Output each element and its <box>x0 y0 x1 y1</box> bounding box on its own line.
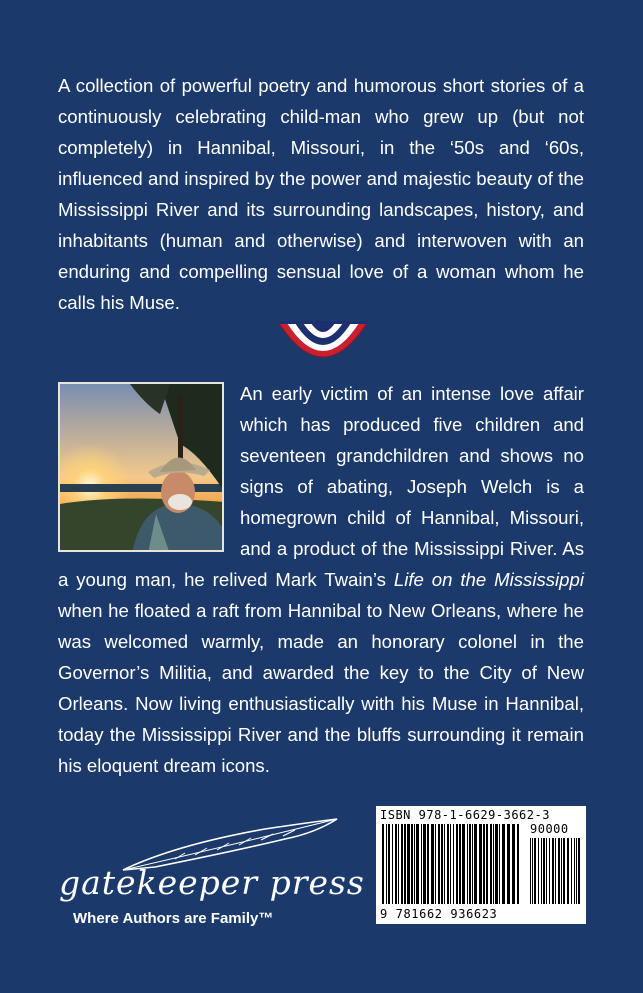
patriotic-bunting-icon <box>277 321 369 371</box>
author-biography <box>58 378 584 781</box>
publisher-logo <box>55 815 365 935</box>
price-code: 90000 <box>530 822 569 836</box>
publisher-name: gatekeeper press <box>59 863 365 902</box>
ean-digits: 9 781662 936623 <box>380 907 498 921</box>
ean-barcode-bars <box>380 824 582 908</box>
book-title-reference: Life on the Mississippi <box>393 569 584 590</box>
bio-text-part2: when he floated a raft from Hannibal to New Orleans, where he was welcomed warmly, made an honorary colonel in the Governor’s Militia, and awarded the key to the City of New Orleans. Now living enthusiastically with his Muse in Hannibal, today the Mississippi River and the bluffs surrounding it remain his eloquent dream icons. <box>58 600 584 776</box>
isbn-label: ISBN 978-1-6629-3662-3 <box>380 808 550 822</box>
publisher-tagline: Where Authors are Family™ <box>73 910 274 927</box>
book-description: A collection of powerful poetry and humorous short stories of a continuously celebrating child-man who grew up (but not completely) in Hannibal, Missouri, in the ‘50s and ‘60s, influenced and inspired by the power and majestic beauty of the Mississippi River and its surrounding landscapes, history, and inhabitants (human and otherwise) and interwoven with an enduring and compelling sensual love of a woman whom he calls his Muse. <box>58 75 584 313</box>
isbn-barcode <box>376 806 586 924</box>
bio-text-part1: An early victim of an intense love affair which has produced five children and seventeen grandchildren and shows no signs of abating, Joseph Welch is a homegrown child of Hannibal, Missouri, and a product of the Mississippi River. As a young man, he relived Mark Twain’s <box>58 383 584 590</box>
